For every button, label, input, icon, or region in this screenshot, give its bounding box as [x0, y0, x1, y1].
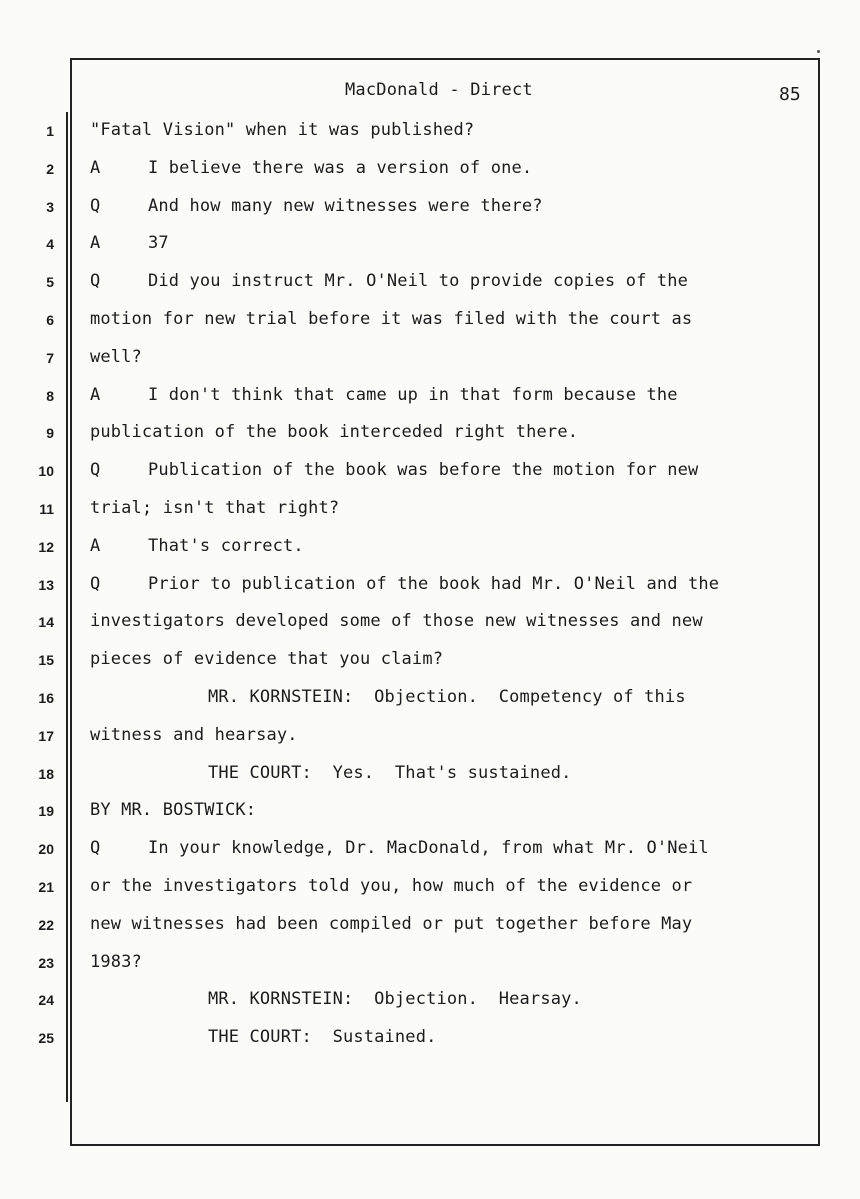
- transcript-line: [208, 989, 582, 1009]
- speaker-label: A: [90, 535, 101, 556]
- line-content: Prior to publication of the book had Mr. O'Neil and the: [148, 573, 720, 594]
- line-content: motion for new trial before it was filed with the court as: [90, 309, 693, 329]
- line-content: "Fatal Vision" when it was published?: [90, 120, 475, 140]
- line-number: 13: [38, 576, 54, 593]
- line-number: 11: [39, 501, 54, 517]
- page-header-title: MacDonald - Direct: [345, 80, 533, 100]
- line-number: 15: [38, 652, 54, 669]
- transcript-line: [90, 158, 532, 178]
- transcript-line: [90, 725, 298, 745]
- line-number: 6: [46, 312, 54, 328]
- transcript-line: [90, 385, 678, 405]
- transcript-line: [208, 687, 686, 707]
- transcript-line: [208, 763, 571, 783]
- transcript-line: [90, 574, 719, 594]
- line-number: 20: [38, 841, 54, 858]
- transcript-line: [90, 800, 256, 820]
- page-border: [70, 58, 820, 1146]
- left-margin-rule: [66, 112, 68, 1102]
- line-number: 5: [46, 274, 54, 291]
- line-number: 25: [38, 1030, 54, 1047]
- transcript-line: [90, 876, 692, 896]
- line-content: publication of the book interceded right there.: [90, 422, 579, 443]
- line-content: investigators developed some of those new witnesses and new: [90, 611, 703, 632]
- transcript-line: [90, 649, 443, 669]
- transcript-line: [90, 309, 692, 329]
- line-content: new witnesses had been compiled or put together before May: [90, 913, 693, 934]
- speaker-label: Q: [90, 838, 101, 859]
- transcript-line: [90, 196, 543, 216]
- line-content: witness and hearsay.: [90, 724, 298, 745]
- transcript-line: [90, 271, 688, 291]
- line-number: 22: [38, 916, 54, 933]
- line-content: MR. KORNSTEIN: Objection. Hearsay.: [208, 989, 582, 1010]
- transcript-line: [90, 460, 698, 480]
- speaker-label: A: [90, 384, 101, 405]
- line-content: pieces of evidence that you claim?: [90, 649, 444, 670]
- line-content: I believe there was a version of one.: [148, 157, 533, 178]
- line-number: 16: [38, 690, 54, 706]
- transcript-line: [90, 536, 304, 556]
- line-number: 18: [38, 765, 54, 782]
- speaker-label: A: [90, 233, 101, 254]
- transcript-line: [90, 422, 578, 442]
- transcript-line: [90, 498, 339, 518]
- transcript-line: [90, 914, 692, 934]
- line-number: 23: [38, 954, 54, 971]
- line-number: 14: [38, 614, 54, 631]
- line-number: 17: [38, 727, 54, 744]
- line-number: 21: [38, 879, 54, 895]
- line-number: 24: [38, 992, 54, 1009]
- transcript-line: [90, 233, 169, 253]
- transcript-line: [90, 952, 142, 972]
- line-number: 1: [46, 123, 54, 139]
- speaker-label: A: [90, 157, 101, 178]
- line-content: 1983?: [90, 951, 142, 972]
- line-content: or the investigators told you, how much of the evidence or: [90, 876, 693, 896]
- line-content: THE COURT: Yes. That's sustained.: [208, 762, 572, 783]
- speaker-label: Q: [90, 271, 101, 292]
- line-content: trial; isn't that right?: [90, 498, 340, 518]
- line-number: 12: [38, 538, 54, 555]
- line-content: Publication of the book was before the motion for new: [148, 460, 699, 481]
- line-number: 2: [46, 160, 54, 177]
- transcript-line: [208, 1027, 436, 1047]
- line-content: In your knowledge, Dr. MacDonald, from what Mr. O'Neil: [148, 838, 709, 859]
- line-content: Did you instruct Mr. O'Neil to provide copies of the: [148, 271, 689, 292]
- transcript-line: [90, 611, 703, 631]
- transcript-line: [90, 347, 142, 367]
- line-number: 19: [38, 803, 54, 820]
- line-content: And how many new witnesses were there?: [148, 195, 543, 216]
- page-speck: [817, 50, 820, 53]
- speaker-label: Q: [90, 573, 101, 594]
- line-number: 4: [46, 236, 54, 253]
- line-number: 10: [38, 463, 54, 480]
- line-content: I don't think that came up in that form because the: [148, 384, 678, 405]
- line-content: THE COURT: Sustained.: [208, 1027, 437, 1048]
- line-content: That's correct.: [148, 535, 304, 556]
- line-number: 9: [46, 425, 54, 442]
- line-content: BY MR. BOSTWICK:: [90, 800, 257, 821]
- line-content: 37: [148, 233, 169, 254]
- page-number: 85: [779, 84, 801, 105]
- line-number: 8: [46, 387, 54, 404]
- line-number: 3: [46, 198, 54, 215]
- line-number: 7: [46, 349, 54, 366]
- line-content: well?: [90, 346, 142, 367]
- line-content: MR. KORNSTEIN: Objection. Competency of this: [208, 687, 686, 707]
- transcript-line: [90, 120, 474, 140]
- speaker-label: Q: [90, 195, 101, 216]
- speaker-label: Q: [90, 460, 101, 481]
- transcript-line: [90, 838, 709, 858]
